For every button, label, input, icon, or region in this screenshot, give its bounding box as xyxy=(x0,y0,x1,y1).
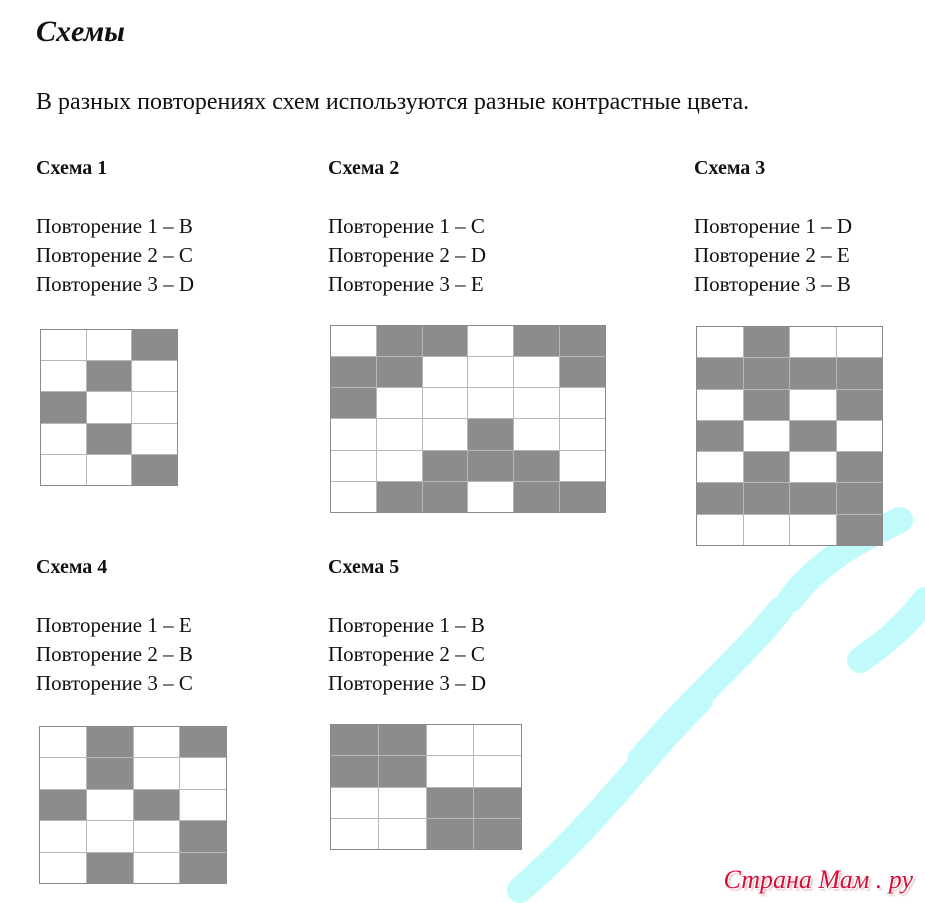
repeat-list xyxy=(328,212,486,299)
grid-cell-dark xyxy=(837,483,883,513)
grid-cell-light xyxy=(560,388,605,418)
grid-cell-dark xyxy=(423,482,468,512)
grid-cell-dark xyxy=(180,853,226,883)
grid-cell-dark xyxy=(837,358,883,388)
scheme-3 xyxy=(694,156,852,299)
repeat-line: Повторение 2 – C xyxy=(36,243,193,267)
repeat-line: Повторение 3 – B xyxy=(694,272,851,296)
grid-cell-light xyxy=(427,756,474,786)
repeat-line: Повторение 2 – C xyxy=(328,642,485,666)
grid-cell-dark xyxy=(697,358,743,388)
grid-cell-dark xyxy=(514,482,559,512)
grid-cell-light xyxy=(134,821,180,851)
grid-cell-light xyxy=(790,515,836,545)
grid-cell-dark xyxy=(423,326,468,356)
grid-cell-light xyxy=(560,419,605,449)
grid-cell-dark xyxy=(474,788,521,818)
grid-cell-dark xyxy=(837,515,883,545)
grid-cell-dark xyxy=(180,727,226,757)
grid-cell-dark xyxy=(837,390,883,420)
grid-cell-dark xyxy=(87,424,132,454)
grid-cell-light xyxy=(40,758,86,788)
grid-cell-light xyxy=(697,515,743,545)
grid-cell-dark xyxy=(379,725,426,755)
grid-cell-dark xyxy=(427,788,474,818)
grid-cell-light xyxy=(744,515,790,545)
repeat-line: Повторение 3 – C xyxy=(36,671,193,695)
grid-cell-dark xyxy=(474,819,521,849)
grid-cell-dark xyxy=(790,421,836,451)
repeat-line: Повторение 1 – B xyxy=(36,214,193,238)
grid-cell-dark xyxy=(377,326,422,356)
repeat-line: Повторение 2 – E xyxy=(694,243,850,267)
grid-cell-dark xyxy=(560,482,605,512)
repeat-line: Повторение 1 – E xyxy=(36,613,192,637)
repeat-line: Повторение 2 – D xyxy=(328,243,486,267)
grid-cell-dark xyxy=(697,421,743,451)
grid-cell-dark xyxy=(377,482,422,512)
repeat-line: Повторение 3 – D xyxy=(328,671,486,695)
grid-cell-dark xyxy=(87,727,133,757)
grid-cell-light xyxy=(697,452,743,482)
scheme-5 xyxy=(328,555,486,698)
grid-cell-light xyxy=(41,361,86,391)
repeat-line: Повторение 1 – D xyxy=(694,214,852,238)
grid-cell-dark xyxy=(427,819,474,849)
grid-cell-light xyxy=(377,451,422,481)
grid-cell-dark xyxy=(560,326,605,356)
pattern-grid-5 xyxy=(330,724,522,850)
grid-cell-light xyxy=(560,451,605,481)
grid-cell-light xyxy=(514,388,559,418)
grid-cell-light xyxy=(87,455,132,485)
grid-cell-dark xyxy=(331,725,378,755)
repeat-list xyxy=(328,611,486,698)
grid-cell-dark xyxy=(423,451,468,481)
repeat-line: Повторение 1 – B xyxy=(328,613,485,637)
grid-cell-light xyxy=(697,327,743,357)
grid-cell-dark xyxy=(697,483,743,513)
grid-cell-light xyxy=(180,790,226,820)
grid-cell-dark xyxy=(132,330,177,360)
grid-cell-light xyxy=(41,455,86,485)
grid-cell-light xyxy=(40,727,86,757)
site-logo: Страна Мам . ру xyxy=(723,865,913,894)
grid-cell-light xyxy=(377,388,422,418)
grid-cell-light xyxy=(468,388,513,418)
grid-cell-light xyxy=(134,853,180,883)
scheme-1 xyxy=(36,156,194,299)
grid-cell-dark xyxy=(87,361,132,391)
grid-cell-light xyxy=(790,327,836,357)
repeat-line: Повторение 2 – B xyxy=(36,642,193,666)
grid-cell-light xyxy=(41,424,86,454)
repeat-list xyxy=(36,212,194,299)
repeat-line: Повторение 1 – C xyxy=(328,214,485,238)
grid-cell-dark xyxy=(514,451,559,481)
grid-cell-dark xyxy=(379,756,426,786)
grid-cell-light xyxy=(474,756,521,786)
grid-cell-light xyxy=(790,390,836,420)
grid-cell-dark xyxy=(790,358,836,388)
grid-cell-light xyxy=(377,419,422,449)
grid-cell-dark xyxy=(514,326,559,356)
grid-cell-light xyxy=(87,821,133,851)
scheme-title: Схема 1 xyxy=(36,157,108,179)
grid-cell-light xyxy=(331,419,376,449)
grid-cell-dark xyxy=(837,452,883,482)
grid-cell-light xyxy=(427,725,474,755)
grid-cell-light xyxy=(132,392,177,422)
grid-cell-dark xyxy=(744,452,790,482)
grid-cell-dark xyxy=(180,821,226,851)
grid-cell-light xyxy=(468,326,513,356)
grid-cell-dark xyxy=(744,390,790,420)
grid-cell-dark xyxy=(468,419,513,449)
grid-cell-light xyxy=(514,419,559,449)
grid-cell-light xyxy=(423,388,468,418)
grid-cell-dark xyxy=(40,790,86,820)
grid-cell-light xyxy=(87,790,133,820)
grid-cell-light xyxy=(468,357,513,387)
grid-cell-light xyxy=(331,326,376,356)
grid-cell-light xyxy=(132,361,177,391)
grid-cell-light xyxy=(379,819,426,849)
grid-cell-light xyxy=(87,330,132,360)
grid-cell-light xyxy=(40,821,86,851)
grid-cell-dark xyxy=(134,790,180,820)
grid-cell-light xyxy=(744,421,790,451)
intro-text: В разных повторениях схем используются разные контрастные цвета. xyxy=(36,89,750,115)
grid-cell-light xyxy=(132,424,177,454)
pattern-grid-4 xyxy=(39,726,227,884)
pattern-grid-2 xyxy=(330,325,606,513)
grid-cell-light xyxy=(331,451,376,481)
grid-cell-dark xyxy=(331,388,376,418)
grid-cell-dark xyxy=(87,758,133,788)
grid-cell-dark xyxy=(468,451,513,481)
grid-cell-light xyxy=(87,392,132,422)
grid-cell-dark xyxy=(790,483,836,513)
scheme-2 xyxy=(328,156,486,299)
repeat-line: Повторение 3 – D xyxy=(36,272,194,296)
grid-cell-light xyxy=(423,357,468,387)
grid-cell-light xyxy=(474,725,521,755)
grid-cell-light xyxy=(134,758,180,788)
scheme-title: Схема 4 xyxy=(36,556,108,578)
grid-cell-light xyxy=(379,788,426,818)
grid-cell-light xyxy=(468,482,513,512)
repeat-list xyxy=(36,611,193,698)
scheme-4 xyxy=(36,555,193,698)
grid-cell-light xyxy=(697,390,743,420)
grid-cell-light xyxy=(837,327,883,357)
grid-cell-dark xyxy=(377,357,422,387)
grid-cell-light xyxy=(423,419,468,449)
grid-cell-dark xyxy=(331,756,378,786)
grid-cell-dark xyxy=(744,327,790,357)
grid-cell-dark xyxy=(744,483,790,513)
scheme-title: Схема 5 xyxy=(328,556,400,578)
grid-cell-dark xyxy=(744,358,790,388)
grid-cell-light xyxy=(514,357,559,387)
grid-cell-light xyxy=(180,758,226,788)
pattern-grid-1 xyxy=(40,329,178,486)
grid-cell-dark xyxy=(331,357,376,387)
scheme-title: Схема 2 xyxy=(328,157,400,179)
page-title: Схемы xyxy=(36,15,125,48)
repeat-list xyxy=(694,212,852,299)
grid-cell-dark xyxy=(41,392,86,422)
grid-cell-light xyxy=(331,788,378,818)
scheme-title: Схема 3 xyxy=(694,157,766,179)
grid-cell-dark xyxy=(87,853,133,883)
grid-cell-dark xyxy=(560,357,605,387)
grid-cell-light xyxy=(134,727,180,757)
grid-cell-light xyxy=(331,482,376,512)
grid-cell-light xyxy=(837,421,883,451)
grid-cell-dark xyxy=(132,455,177,485)
repeat-line: Повторение 3 – E xyxy=(328,272,484,296)
grid-cell-light xyxy=(41,330,86,360)
grid-cell-light xyxy=(40,853,86,883)
grid-cell-light xyxy=(790,452,836,482)
pattern-grid-3 xyxy=(696,326,883,546)
grid-cell-light xyxy=(331,819,378,849)
